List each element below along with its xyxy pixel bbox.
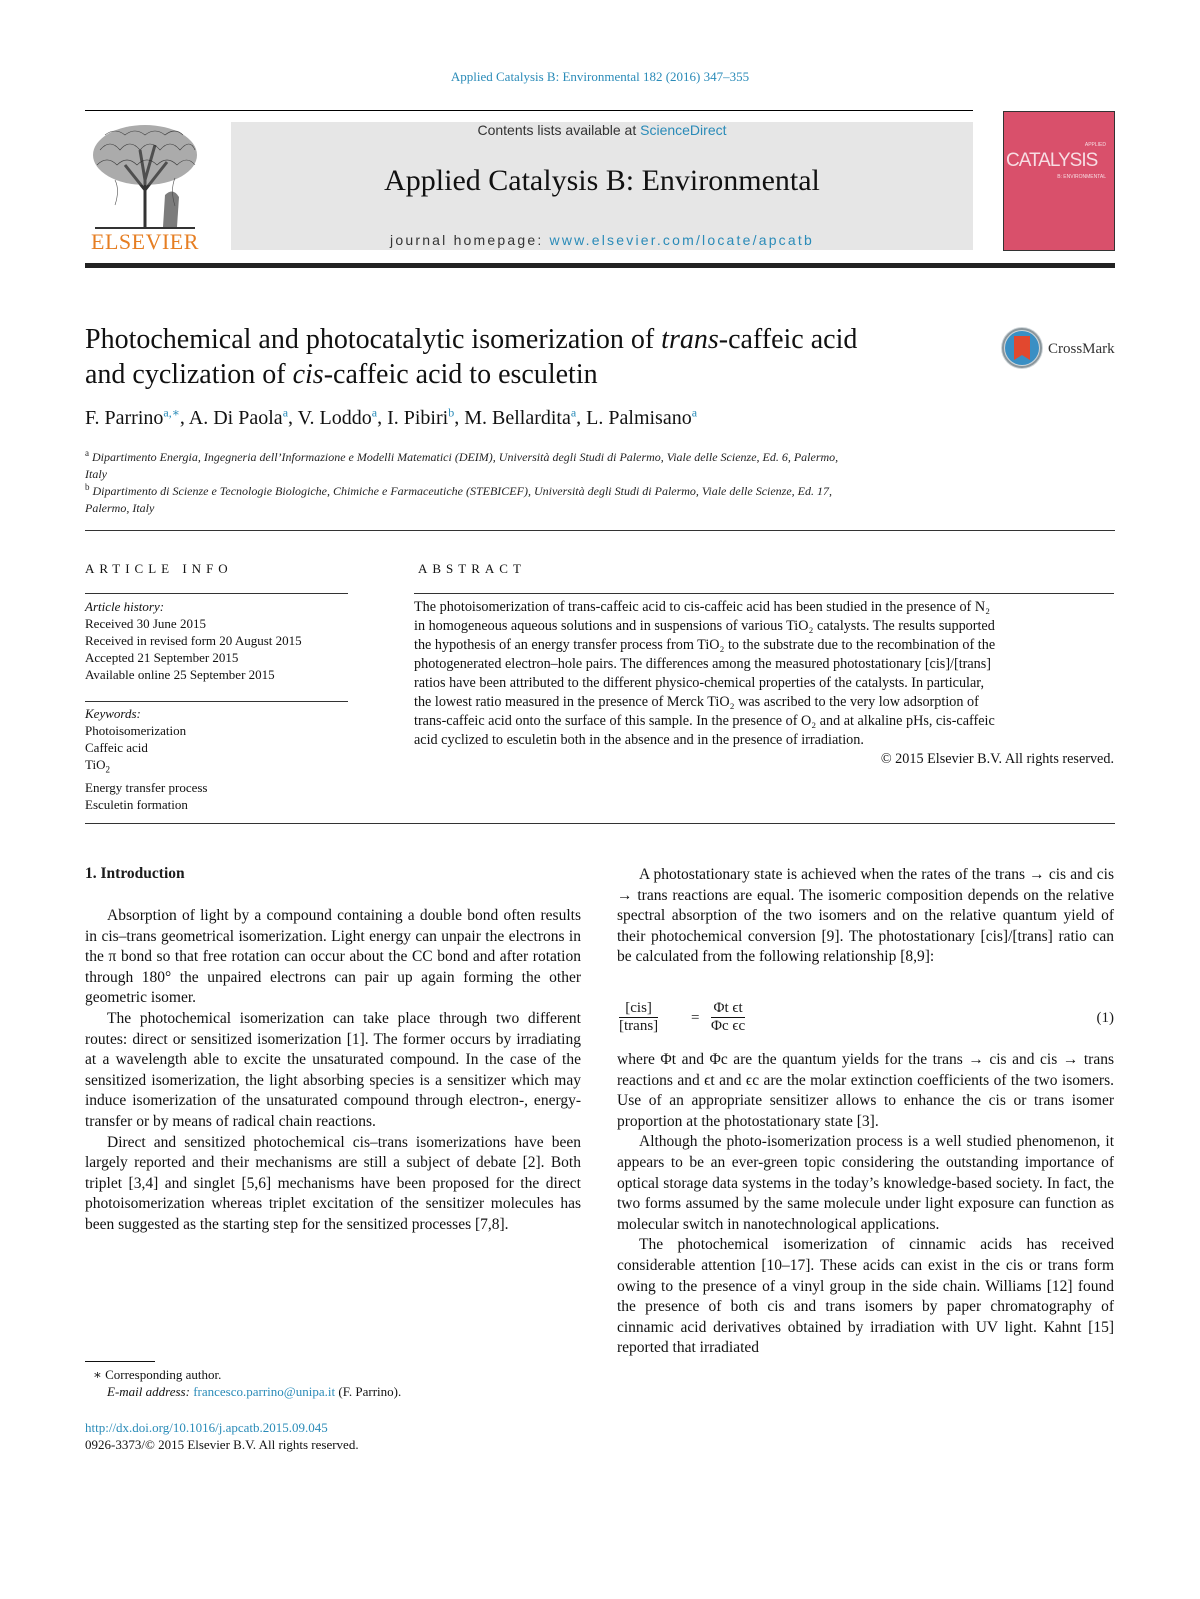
right-column-top — [617, 865, 1114, 968]
author[interactable]: L. Palmisano$^a$ — [586, 405, 698, 429]
equation-1 — [617, 1000, 1114, 1042]
publisher-wordmark: ELSEVIER — [91, 229, 199, 254]
abstract-copyright: © 2015 Elsevier B.V. All rights reserved. — [880, 751, 1114, 767]
article-title: Photochemical and photocatalytic isomerization of trans-caffeic acid and cyclization of cis-caffeic acid to esculetin — [85, 324, 858, 390]
divider — [85, 593, 348, 594]
article-info-heading: ARTICLE INFO — [85, 561, 233, 576]
abstract-text: The photoisomerization of trans-caffeic acid to cis-caffeic acid has been studied in the presence of N₂ in homogeneous aqueous solutions and in suspensions of various TiO₂ catalysts. The results supported the hypothesis of an energy transfer process from TiO₂ to the substrate due to the recombination of the photogenerated electron–hole pairs. The differences among the measured photostationary [cis]/[trans] ratios have been attributed to the different physico-chemical properties of the catalysts. In particular, the lowest ratio measured in the presence of Merck TiO₂ was ascribed to the very low adsorption of trans-caffeic acid onto the surface of this sample. In the presence of O₂ and at alkaline pHs, cis-caffeic acid cyclized to esculetin both in the absence and in the presence of irradiation. — [414, 599, 996, 748]
section-heading-introduction: 1. Introduction — [85, 865, 185, 882]
cover-subtitle: B: ENVIRONMENTAL — [1057, 174, 1106, 180]
crossmark-label: CrossMark — [1048, 341, 1115, 357]
doi-block: http://dx.doi.org/10.1016/j.apcatb.2015.09.045 0926-3373/© 2015 Elsevier B.V. All rights reserved. — [85, 1419, 535, 1453]
article-history: Article history: Received 30 June 2015 Received in revised form 20 August 2015 Accepted 21 September 2015 Available online 25 September 2015 — [85, 599, 302, 682]
paragraph: The photochemical isomerization of cinnamic acids has received considerable attention [10–17]. These acids can exist in the cis or trans form owing to the presence of a vinyl group in the side chain. Williams [12] found the presence of both cis and trans isomers by paper chromatography of cinnamic acid derivatives obtained by irradiation with UV light. Kahnt [15] reported that irradiated — [617, 1236, 1114, 1357]
footnote-rule — [85, 1361, 155, 1362]
paragraph: Although the photo-isomerization process is a well studied phenomenon, it appears to be an ever-green topic considering the outstanding importance of optical storage data systems in the today’s knowledge-based society. In fact, the two forms assumed by the same molecule under light exposure can function as molecular switch in nanotechnological applications. — [617, 1133, 1114, 1233]
paragraph: where Φt and Φc are the quantum yields for the trans → cis and cis → trans reactions and ϵt and ϵc are the molar extinction coefficients of the two isomers. Use of an appropriate sensitizer allows to enhance the cis or trans isomer proportion at the photostationary state [3]. — [617, 1051, 1114, 1130]
email-link[interactable]: francesco.parrino@unipa.it — [193, 1384, 336, 1399]
elsevier-logo[interactable] — [85, 120, 215, 255]
divider — [414, 593, 1114, 594]
equation-number: (1) — [1096, 1010, 1114, 1026]
author[interactable]: F. Parrino$^{a,∗}$ — [85, 405, 180, 429]
sciencedirect-link[interactable]: ScienceDirect — [640, 122, 727, 138]
right-column-bottom — [617, 1050, 1114, 1359]
header-rule — [85, 110, 973, 111]
journal-cover-thumbnail[interactable] — [1003, 111, 1115, 251]
author-list: F. Parrino$^{a,∗}$, A. Di Paola$^a$, V. Loddo$^a$, I. Pibiri$^b$, M. Bellardita$^a$, L. Palmisano$^a$ — [85, 405, 698, 429]
affiliation-a: $^a$ Dipartimento Energia, Ingegneria dell’Informazione e Modelli Matematici (DEIM), Università degli Studi di Palermo, Viale delle Scienze, Ed. 6, Palermo, Italy — [85, 448, 839, 481]
equation-lhs: [cis] [trans] — [619, 1000, 659, 1034]
paragraph: A photostationary state is achieved when the rates of the trans → cis and cis → trans reactions are equal. The isomeric composition depends on the relative spectral absorption of the two isomers and on the relative quantum yield of their photochemical conversion [9]. The photostationary [cis]/[trans] ratio can be calculated from the following relationship [8,9]: — [617, 866, 1114, 966]
left-column — [85, 906, 581, 1236]
contents-line: Contents lists available at ScienceDirect — [477, 122, 727, 138]
cover-top-label: APPLIED — [1084, 142, 1106, 148]
crossmark-badge[interactable] — [1000, 326, 1118, 374]
author[interactable]: V. Loddo$^a$ — [297, 405, 378, 429]
paragraph: Direct and sensitized photochemical cis–trans isomerizations have been largely reported and their mechanisms are still a subject of debate [2]. Both triplet [3,4] and singlet [5,6] mechanisms have been proposed for the direct photoisomerization whereas triplet excitation of the sensitizer molecules has been suggested as the starting step for the sensitized processes [7,8]. — [85, 1133, 581, 1233]
journal-title: Applied Catalysis B: Environmental — [384, 164, 820, 197]
equation-equals: = — [691, 1010, 700, 1026]
divider — [85, 530, 1115, 531]
equation-rhs: $\frac{\text{Φt ϵt}}{\text{Φc ϵc}}$ — [711, 1000, 746, 1034]
cover-title: CATALYSIS — [1006, 150, 1098, 171]
author[interactable]: M. Bellardita$^a$ — [464, 405, 577, 429]
homepage-line: journal homepage: www.elsevier.com/locate/apcatb — [390, 232, 814, 248]
crossmark-icon — [1000, 326, 1044, 370]
journal-reference[interactable]: Applied Catalysis B: Environmental 182 (2016) 347–355 — [450, 69, 750, 84]
doi-link[interactable]: http://dx.doi.org/10.1016/j.apcatb.2015.09.045 — [85, 1420, 328, 1435]
homepage-link[interactable]: www.elsevier.com/locate/apcatb — [549, 232, 814, 248]
keywords: Keywords: Photoisomerization Caffeic acid TiO$_2$ Energy transfer process Esculetin formation — [85, 706, 208, 812]
corresponding-author-note: ∗ Corresponding author. E-mail address: francesco.parrino@unipa.it (F. Parrino). — [93, 1367, 402, 1399]
divider — [85, 823, 1115, 824]
paragraph: Absorption of light by a compound containing a double bond often results in cis–trans geometrical isomerization. Light energy can unpair the electrons in the π bond so that free rotation can occur about the CC bond and after rotation through 180° the unpaired electrons can pair up again forming the other geometric isomer. — [85, 907, 581, 1007]
abstract-heading: ABSTRACT — [418, 561, 526, 576]
paragraph: The photochemical isomerization can take place through two different routes: direct or sensitized isomerization [1]. The former occurs by irradiating at a wavelength able to excite the unsaturated compound. In the case of the sensitized isomerization, the light absorbing species is a sensitizer which may induce isomerization of the unsaturated compound through electron-, energy-transfer or by means of radical chain reactions. — [85, 1009, 581, 1130]
header-thick-rule — [85, 263, 1115, 268]
journal-banner — [231, 122, 973, 250]
author[interactable]: I. Pibiri$^b$ — [387, 405, 455, 429]
elsevier-tree-logo — [85, 120, 205, 230]
affiliation-b: $^b$ Dipartimento di Scienze e Tecnologie Biologiche, Chimiche e Farmaceutiche (STEBICEF), Università degli Studi di Palermo, Viale delle Scienze, Ed. 17, Palermo, Italy — [85, 482, 832, 515]
divider — [85, 701, 348, 702]
author[interactable]: A. Di Paola$^a$ — [188, 405, 289, 429]
